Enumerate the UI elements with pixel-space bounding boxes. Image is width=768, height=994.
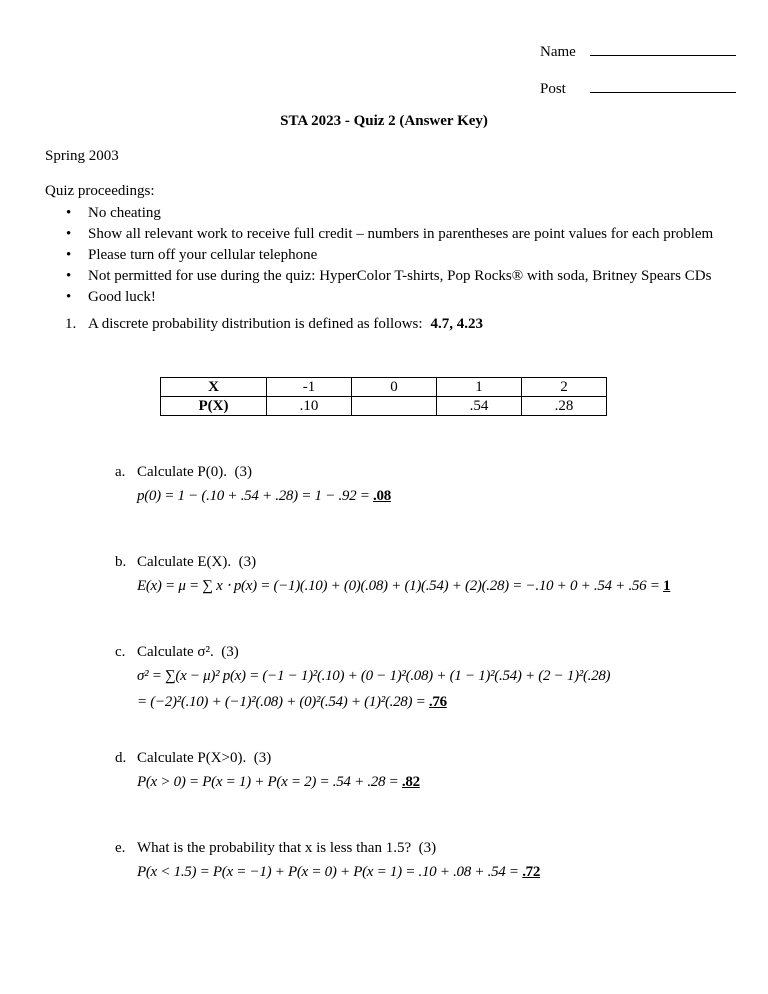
list-item xyxy=(66,266,746,287)
table-cell: .54 xyxy=(437,397,522,416)
table-cell: -1 xyxy=(267,378,352,397)
post-blank-line xyxy=(590,78,736,93)
table-cell: 1 xyxy=(437,378,522,397)
question-reference: 4.7, 4.23 xyxy=(430,316,484,332)
work-line xyxy=(137,574,763,598)
part-head xyxy=(115,838,763,858)
post-label: Post xyxy=(540,81,566,97)
equation-body: P(x > 0) = P(x = 1) + P(x = 2) = .54 + .28 = xyxy=(137,774,402,790)
equation-answer: .76 xyxy=(428,694,447,710)
list-item-text: No cheating xyxy=(88,205,161,221)
equation-body: p(0) = 1 − (.10 + .54 + .28) = 1 − .92 = xyxy=(137,488,374,504)
work-line xyxy=(137,690,763,714)
list-item xyxy=(66,245,746,266)
proceedings-list xyxy=(66,203,746,308)
part-prompt: Calculate E(X). (3) xyxy=(137,554,257,570)
bullet-icon: • xyxy=(66,226,72,242)
question-part-e xyxy=(115,838,763,884)
equation-answer: .82 xyxy=(401,774,420,790)
list-item-text: Good luck! xyxy=(88,289,156,305)
table-header-cell: P(X) xyxy=(161,397,267,416)
question-part-c xyxy=(115,642,763,714)
table-cell: 0 xyxy=(352,378,437,397)
part-label: b. xyxy=(115,554,127,570)
question-1 xyxy=(65,316,755,333)
equation-body: E(x) = μ = ∑ x ⋅ p(x) = (−1)(.10) + (0)(.08) + (1)(.54) + (2)(.28) = −.10 + 0 + .54 + .56 = xyxy=(137,578,664,594)
part-head xyxy=(115,642,763,662)
list-item xyxy=(66,287,746,308)
work-line xyxy=(137,484,763,508)
part-head xyxy=(115,552,763,572)
equation-body: σ² = ∑(x − μ)² p(x) = (−1 − 1)²(.10) + (0 − 1)²(.08) + (1 − 1)²(.54) + (2 − 1)²(.28) xyxy=(137,668,611,684)
part-prompt: What is the probability that x is less than 1.5? (3) xyxy=(137,840,437,856)
part-label: a. xyxy=(115,464,126,480)
proceedings-heading: Quiz proceedings: xyxy=(45,183,155,199)
equation-body: P(x < 1.5) = P(x = −1) + P(x = 0) + P(x = 1) = .10 + .08 + .54 = xyxy=(137,864,523,880)
table-cell: .10 xyxy=(267,397,352,416)
list-item xyxy=(66,224,746,245)
table-header-cell: X xyxy=(161,378,267,397)
bullet-icon: • xyxy=(66,205,72,221)
list-item-text: Not permitted for use during the quiz: HyperColor T-shirts, Pop Rocks® with soda, Britney Spears CDs xyxy=(88,268,712,284)
name-blank-line xyxy=(590,41,736,56)
question-part-a xyxy=(115,462,763,508)
work-line xyxy=(137,770,763,794)
part-label: e. xyxy=(115,840,126,856)
part-prompt: Calculate P(X>0). (3) xyxy=(137,750,272,766)
equation-body: = (−2)²(.10) + (−1)²(.08) + (0)²(.54) + (1)²(.28) = xyxy=(137,694,429,710)
page-title: STA 2023 - Quiz 2 (Answer Key) xyxy=(280,113,488,129)
list-item-text: Show all relevant work to receive full credit – numbers in parentheses are point values for each problem xyxy=(88,226,714,242)
part-label: d. xyxy=(115,750,127,766)
name-field-row xyxy=(540,41,736,61)
table-row xyxy=(161,378,607,397)
part-prompt: Calculate σ². (3) xyxy=(137,644,239,660)
table-cell: 2 xyxy=(522,378,607,397)
question-part-d xyxy=(115,748,763,794)
bullet-icon: • xyxy=(66,268,72,284)
equation-answer: 1 xyxy=(663,578,671,594)
post-field-row xyxy=(540,78,736,98)
semester-label: Spring 2003 xyxy=(45,148,119,164)
table-row xyxy=(161,397,607,416)
part-head xyxy=(115,748,763,768)
table-cell: .28 xyxy=(522,397,607,416)
question-number: 1. xyxy=(65,316,77,332)
question-text: A discrete probability distribution is defined as follows: xyxy=(88,316,423,332)
bullet-icon: • xyxy=(66,247,72,263)
part-prompt: Calculate P(0). (3) xyxy=(137,464,252,480)
part-head xyxy=(115,462,763,482)
probability-distribution-table xyxy=(160,377,607,416)
work-line xyxy=(137,664,763,688)
question-part-b xyxy=(115,552,763,598)
table-cell xyxy=(352,397,437,416)
equation-answer: .72 xyxy=(522,864,541,880)
bullet-icon: • xyxy=(66,289,72,305)
part-label: c. xyxy=(115,644,126,660)
list-item-text: Please turn off your cellular telephone xyxy=(88,247,318,263)
work-line xyxy=(137,860,763,884)
list-item xyxy=(66,203,746,224)
equation-answer: .08 xyxy=(373,488,391,504)
name-label: Name xyxy=(540,44,576,60)
